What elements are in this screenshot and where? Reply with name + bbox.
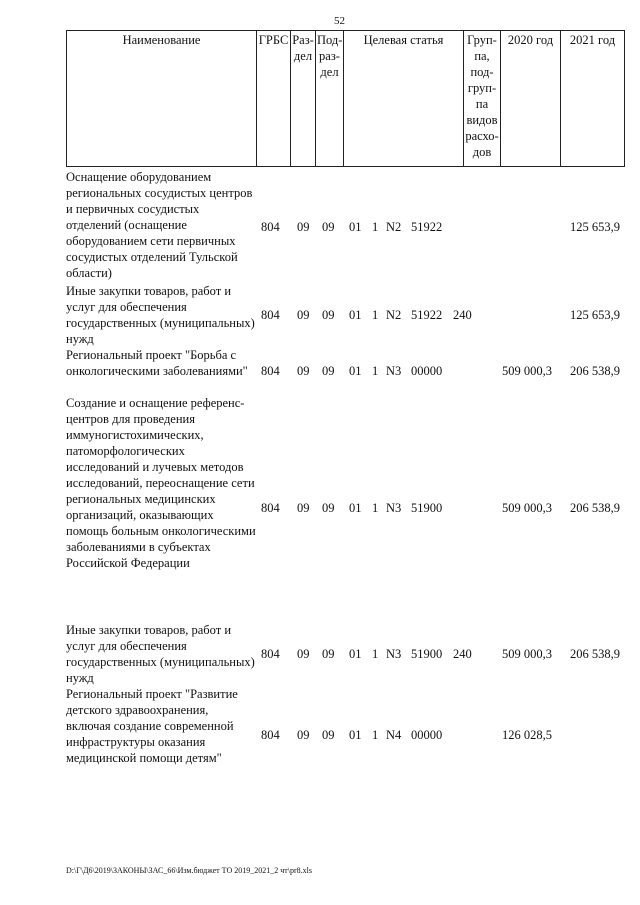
row-target-program: 01 — [349, 501, 362, 515]
row-target-subprogram: 1 — [372, 728, 379, 742]
row-target-project: N3 — [386, 647, 402, 661]
row-podrazdel: 09 — [322, 308, 335, 322]
row-target-subprogram: 1 — [372, 364, 379, 378]
row-grbs: 804 — [261, 501, 280, 515]
row-target-direction: 00000 — [411, 728, 443, 742]
row-target-program: 01 — [349, 728, 362, 742]
row-grbs: 804 — [261, 647, 280, 661]
row-grbs: 804 — [261, 728, 280, 742]
row-razdel: 09 — [297, 647, 310, 661]
row-2021: 125 653,9 — [570, 220, 620, 234]
row-target-project: N2 — [386, 308, 402, 322]
table-header — [66, 30, 625, 167]
row-2021: 125 653,9 — [570, 308, 620, 322]
row-name: Иные закупки товаров, работ и услуг для обеспечения государственных (муниципальных) нужд — [66, 623, 255, 685]
header-podrazdel: Под- раз- дел — [316, 31, 344, 167]
row-target-project: N3 — [386, 501, 402, 515]
row-target-project: N2 — [386, 220, 402, 234]
row-name: Региональный проект "Борьба с онкологическими заболеваниями" — [66, 348, 248, 378]
row-2020: 126 028,5 — [502, 728, 552, 742]
header-2021: 2021 год — [561, 31, 625, 167]
row-podrazdel: 09 — [322, 501, 335, 515]
page-number: 52 — [334, 15, 345, 27]
row-target-direction: 51922 — [411, 220, 443, 234]
row-target-direction: 51900 — [411, 501, 443, 515]
row-target-subprogram: 1 — [372, 647, 379, 661]
row-podrazdel: 09 — [322, 728, 335, 742]
row-2020: 509 000,3 — [502, 501, 552, 515]
row-target-project: N3 — [386, 364, 402, 378]
header-grbs: ГРБС — [257, 31, 291, 167]
header-target: Целевая статья — [344, 31, 464, 167]
row-name: Иные закупки товаров, работ и услуг для обеспечения государственных (муниципальных) нужд — [66, 284, 255, 346]
row-podrazdel: 09 — [322, 647, 335, 661]
row-target-program: 01 — [349, 647, 362, 661]
row-target-direction: 51922 — [411, 308, 443, 322]
row-2020: 509 000,3 — [502, 647, 552, 661]
row-podrazdel: 09 — [322, 364, 335, 378]
header-group: Груп- па, под- груп- па видов расхо- дов — [464, 31, 501, 167]
row-vr: 240 — [453, 308, 472, 322]
row-target-direction: 00000 — [411, 364, 443, 378]
header-2020: 2020 год — [501, 31, 561, 167]
row-target-subprogram: 1 — [372, 308, 379, 322]
row-razdel: 09 — [297, 220, 310, 234]
row-target-project: N4 — [386, 728, 402, 742]
row-target-program: 01 — [349, 220, 362, 234]
row-grbs: 804 — [261, 308, 280, 322]
row-vr: 240 — [453, 647, 472, 661]
row-name: Создание и оснащение референс-центров для проведения иммуногистохимических, патоморфологических исследований и лучевых методов исследований, переоснащение сети региональных медицинских организаций, оказывающих помощь больным онкологическими заболеваниями в субъектах Российской Федерации — [66, 396, 256, 570]
row-target-program: 01 — [349, 364, 362, 378]
row-grbs: 804 — [261, 364, 280, 378]
row-target-direction: 51900 — [411, 647, 443, 661]
row-razdel: 09 — [297, 501, 310, 515]
row-razdel: 09 — [297, 308, 310, 322]
row-razdel: 09 — [297, 728, 310, 742]
header-razdel: Раз- дел — [291, 31, 316, 167]
row-target-subprogram: 1 — [372, 220, 379, 234]
row-target-subprogram: 1 — [372, 501, 379, 515]
row-razdel: 09 — [297, 364, 310, 378]
row-2021: 206 538,9 — [570, 364, 620, 378]
row-name: Региональный проект "Развитие детского здравоохранения, включая создание современной инфраструктуры оказания медицинской помощи детям" — [66, 687, 238, 765]
row-grbs: 804 — [261, 220, 280, 234]
row-2021: 206 538,9 — [570, 647, 620, 661]
file-path-footer: D:\Г\Д6\2019\ЗАКОНЫ\ЗАС_66\Изм.бюджет ТО 2019_2021_2 чт\pr8.xls — [66, 866, 312, 875]
row-2020: 509 000,3 — [502, 364, 552, 378]
row-podrazdel: 09 — [322, 220, 335, 234]
row-target-program: 01 — [349, 308, 362, 322]
header-name: Наименование — [67, 31, 257, 167]
row-name: Оснащение оборудованием региональных сосудистых центров и первичных сосудистых отделений (оснащение оборудованием сети первичных сосудистых отделений Тульской области) — [66, 170, 253, 280]
row-2021: 206 538,9 — [570, 501, 620, 515]
